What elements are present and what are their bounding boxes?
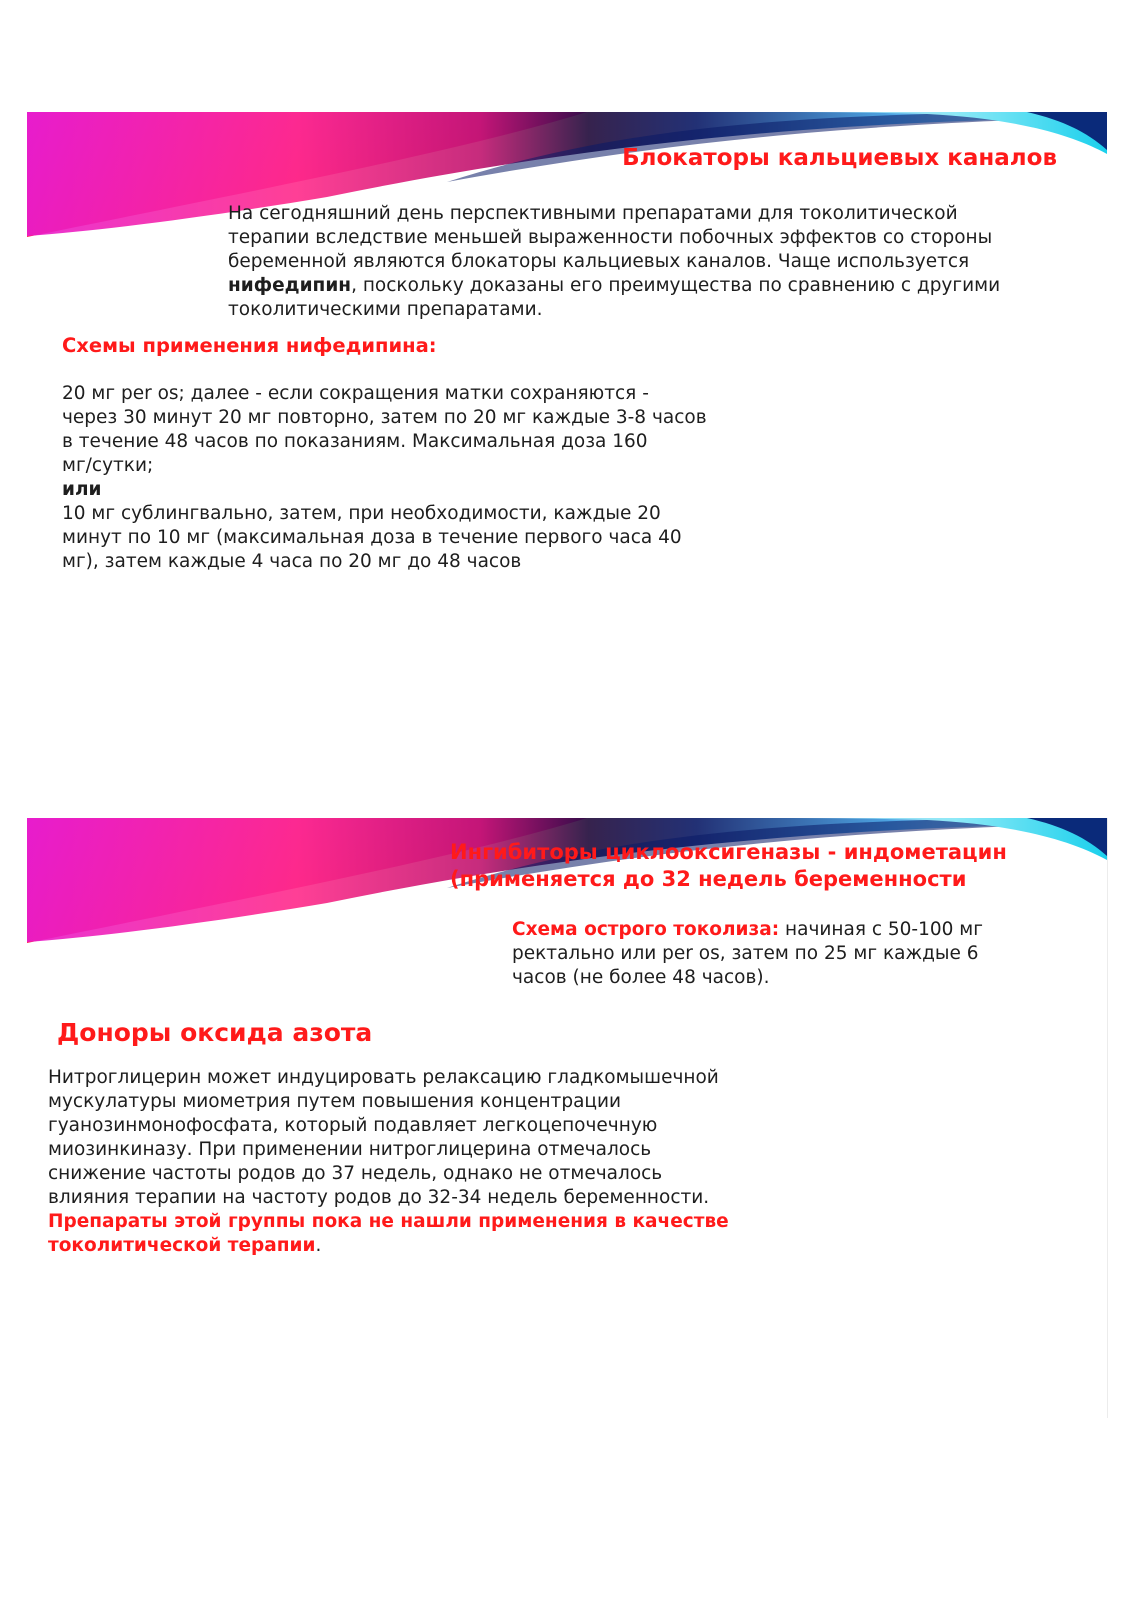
scheme-line: ректально или per os, затем по 25 мг каждые 6 <box>512 943 979 964</box>
slide-title: Блокаторы кальциевых каналов <box>622 145 1057 171</box>
scheme-line: минут по 10 мг (максимальная доза в течение первого часа 40 <box>62 527 682 548</box>
slide-title-line: (применяется до 32 недель беременности <box>450 867 967 891</box>
scheme-line: 10 мг сублингвально, затем, при необходимости, каждые 20 <box>62 503 661 524</box>
slide-title-line: Ингибиторы циклооксигеназы - индометацин <box>450 840 1007 864</box>
scheme-line: 20 мг per os; далее - если сокращения матки сохраняются - <box>62 383 649 404</box>
scheme-line: через 30 минут 20 мг повторно, затем по 20 мг каждые 3-8 часов <box>62 407 707 428</box>
paragraph-line: влияния терапии на частоту родов до 32-34 недель беременности. <box>48 1187 710 1208</box>
intro-line: терапии вследствие меньшей выраженности побочных эффектов со стороны <box>228 227 993 248</box>
intro-paragraph <box>228 202 1068 322</box>
conclusion-end: . <box>315 1235 322 1256</box>
paragraph-line: снижение частоты родов до 37 недель, однако не отмечалось <box>48 1163 663 1184</box>
scheme-line: в течение 48 часов по показаниям. Максимальная доза 160 <box>62 431 648 452</box>
intro-text: , поскольку доказаны его преимущества по сравнению с другими <box>351 275 1001 296</box>
or-label: или <box>62 479 102 500</box>
drug-name-nifedipine: нифедипин <box>228 275 352 296</box>
intro-line: На сегодняшний день перспективными препаратами для токолитической <box>228 203 958 224</box>
intro-line: беременной являются блокаторы кальциевых каналов. Чаще используется <box>228 251 970 272</box>
scheme-line: мг/сутки; <box>62 455 154 476</box>
nitroglycerin-paragraph <box>48 1066 768 1258</box>
scheme-line: мг), затем каждые 4 часа по 20 мг до 48 часов <box>62 551 522 572</box>
slide-cox-inhibitors <box>27 818 1108 1418</box>
acute-tocolysis-scheme <box>512 918 1032 990</box>
paragraph-line: миозинкиназу. При применении нитроглицерина отмечалось <box>48 1139 652 1160</box>
slide-title <box>450 839 1007 893</box>
scheme-text <box>62 382 762 574</box>
conclusion-line: токолитической терапии <box>48 1235 316 1256</box>
paragraph-line: гуанозинмонофосфата, который подавляет легкоцепочечную <box>48 1115 658 1136</box>
scheme-heading: Схемы применения нифедипина: <box>62 334 437 357</box>
scheme-line: часов (не более 48 часов). <box>512 967 770 988</box>
paragraph-line: Нитроглицерин может индуцировать релаксацию гладкомышечной <box>48 1067 719 1088</box>
scheme-text: начиная с 50-100 мг <box>779 919 983 940</box>
paragraph-line: мускулатуры миометрия путем повышения концентрации <box>48 1091 622 1112</box>
scheme-label: Схема острого токолиза: <box>512 919 780 940</box>
conclusion-line: Препараты этой группы пока не нашли применения в качестве <box>48 1211 729 1232</box>
nitric-oxide-heading: Доноры оксида азота <box>57 1018 373 1047</box>
slide-calcium-channel-blockers <box>27 112 1107 702</box>
intro-line: токолитическими препаратами. <box>228 299 543 320</box>
